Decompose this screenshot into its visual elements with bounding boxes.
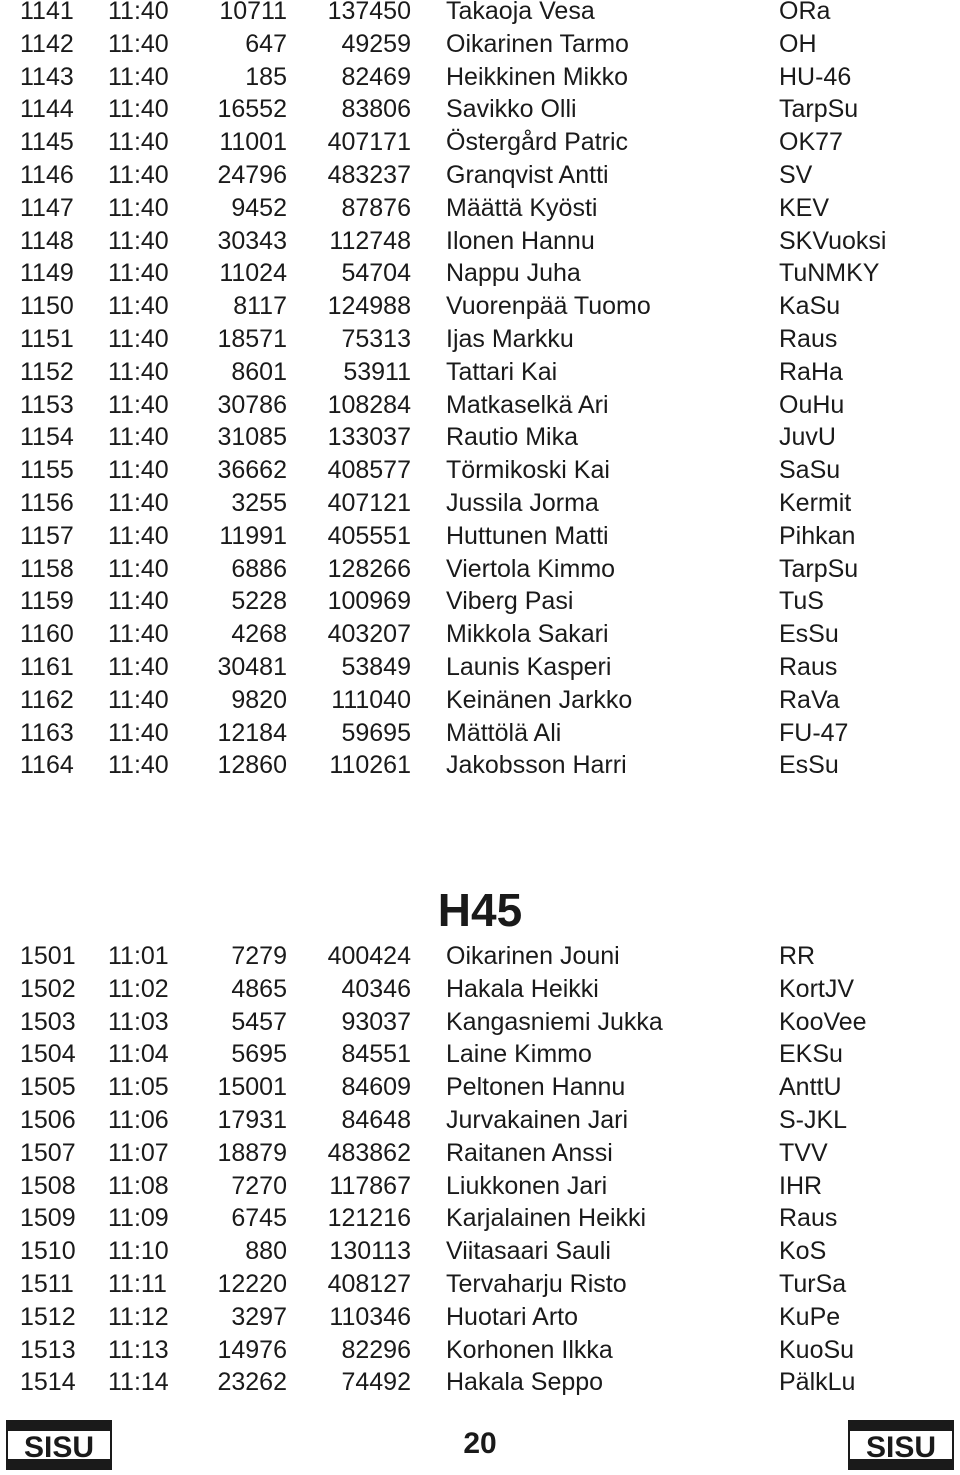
competitor-name: Laine Kimmo (446, 1040, 592, 1069)
table-row (0, 1104, 960, 1137)
id-number: 4268 (231, 620, 287, 649)
start-number: 1142 (20, 29, 74, 58)
competitor-name: Viitasaari Sauli (446, 1237, 611, 1266)
start-number: 1503 (20, 1007, 76, 1036)
start-number: 1159 (20, 587, 74, 616)
start-time: 11:40 (108, 718, 169, 747)
licence-number: 40346 (341, 974, 411, 1003)
start-number: 1506 (20, 1105, 76, 1134)
page-number: 20 (463, 1427, 497, 1460)
start-time: 11:40 (108, 751, 169, 780)
competitor-name: Tervaharju Risto (446, 1269, 627, 1298)
licence-number: 137450 (327, 0, 411, 25)
competitor-name: Matkaselkä Ari (446, 390, 609, 419)
club-name: SV (779, 160, 813, 189)
start-time: 11:40 (108, 292, 169, 321)
start-time: 11:40 (108, 29, 169, 58)
table-row (0, 520, 960, 553)
start-number: 1156 (20, 488, 74, 517)
start-list-h45 (0, 940, 960, 1399)
competitor-name: Granqvist Antti (446, 160, 609, 189)
id-number: 18571 (217, 324, 287, 353)
sisu-logo-text: SISU (865, 1431, 937, 1464)
club-name: RR (779, 942, 816, 970)
table-row (0, 585, 960, 618)
licence-number: 82469 (341, 62, 411, 91)
id-number: 12220 (217, 1269, 287, 1298)
start-time: 11:40 (108, 62, 169, 91)
licence-number: 74492 (341, 1368, 411, 1397)
club-name: RaVa (779, 685, 840, 714)
licence-number: 128266 (327, 554, 411, 583)
id-number: 10711 (219, 0, 287, 25)
table-row (0, 61, 960, 94)
competitor-name: Karjalainen Heikki (446, 1204, 647, 1233)
id-number: 30343 (217, 226, 287, 255)
start-time: 11:11 (108, 1269, 167, 1298)
licence-number: 110346 (329, 1302, 411, 1331)
start-time: 11:40 (108, 652, 169, 681)
competitor-name: Heikkinen Mikko (446, 62, 629, 91)
start-number: 1154 (20, 423, 74, 452)
id-number: 11001 (219, 128, 287, 157)
start-time: 11:10 (108, 1237, 169, 1266)
start-time: 11:12 (108, 1302, 169, 1331)
competitor-name: Takaoja Vesa (446, 0, 595, 25)
start-number: 1144 (20, 95, 74, 124)
start-time: 11:08 (108, 1171, 169, 1200)
id-number: 9820 (231, 685, 287, 714)
table-row (0, 356, 960, 389)
club-name: FU-47 (779, 718, 849, 747)
table-row (0, 1006, 960, 1039)
id-number: 30786 (217, 390, 287, 419)
start-time: 11:07 (108, 1138, 169, 1167)
table-row (0, 389, 960, 422)
club-name: KuPe (779, 1302, 841, 1331)
start-time: 11:40 (108, 226, 169, 255)
licence-number: 483862 (327, 1138, 411, 1167)
table-row (0, 618, 960, 651)
club-name: EKSu (779, 1040, 843, 1069)
id-number: 23262 (217, 1368, 287, 1397)
licence-number: 84648 (341, 1105, 411, 1134)
club-name: KortJV (779, 974, 855, 1003)
start-time: 11:40 (108, 0, 169, 25)
start-number: 1505 (20, 1073, 76, 1102)
club-name: Raus (779, 324, 838, 353)
table-row (0, 487, 960, 520)
start-number: 1160 (20, 620, 74, 649)
id-number: 5695 (231, 1040, 287, 1069)
table-row (0, 192, 960, 225)
club-name: HU-46 (779, 62, 852, 91)
licence-number: 54704 (341, 259, 411, 288)
licence-number: 83806 (341, 95, 411, 124)
table-row (0, 1268, 960, 1301)
competitor-name: Savikko Olli (446, 95, 577, 124)
licence-number: 408577 (327, 456, 411, 485)
start-number: 1507 (20, 1138, 76, 1167)
club-name: TarpSu (779, 95, 859, 124)
competitor-name: Jurvakainen Jari (446, 1105, 629, 1134)
start-number: 1146 (20, 160, 74, 189)
start-number: 1508 (20, 1171, 76, 1200)
table-row (0, 225, 960, 258)
table-row (0, 257, 960, 290)
licence-number: 405551 (327, 521, 411, 550)
competitor-name: Viertola Kimmo (446, 554, 616, 583)
start-time: 11:04 (108, 1040, 169, 1069)
licence-number: 53849 (341, 652, 411, 681)
competitor-name: Oikarinen Jouni (446, 942, 620, 970)
id-number: 11024 (219, 259, 287, 288)
licence-number: 93037 (341, 1007, 411, 1036)
id-number: 5228 (231, 587, 287, 616)
start-time: 11:02 (108, 974, 169, 1003)
table-row (0, 1170, 960, 1203)
id-number: 7270 (231, 1171, 287, 1200)
start-number: 1164 (20, 751, 74, 780)
licence-number: 407171 (327, 128, 411, 157)
club-name: ORa (779, 0, 831, 25)
licence-number: 400424 (327, 942, 411, 970)
start-time: 11:09 (108, 1204, 169, 1233)
start-time: 11:40 (108, 324, 169, 353)
competitor-name: Huttunen Matti (446, 521, 609, 550)
table-row (0, 1301, 960, 1334)
id-number: 11991 (219, 521, 287, 550)
competitor-name: Hakala Heikki (446, 974, 599, 1003)
start-time: 11:40 (108, 685, 169, 714)
start-number: 1162 (20, 685, 74, 714)
club-name: SaSu (779, 456, 841, 485)
table-row (0, 1235, 960, 1268)
competitor-name: Ijas Markku (446, 324, 574, 353)
id-number: 30481 (217, 652, 287, 681)
table-row (0, 749, 960, 782)
start-time: 11:40 (108, 128, 169, 157)
table-row (0, 940, 960, 973)
club-name: OuHu (779, 390, 845, 419)
licence-number: 82296 (341, 1335, 411, 1364)
table-row (0, 553, 960, 586)
table-row (0, 126, 960, 159)
start-number: 1155 (20, 456, 74, 485)
competitor-name: Määttä Kyösti (446, 193, 598, 222)
competitor-name: Rautio Mika (446, 423, 578, 452)
competitor-name: Jakobsson Harri (446, 751, 627, 780)
start-time: 11:40 (108, 259, 169, 288)
licence-number: 133037 (327, 423, 411, 452)
licence-number: 121216 (327, 1204, 411, 1233)
start-time: 11:01 (108, 942, 169, 970)
id-number: 5457 (231, 1007, 287, 1036)
licence-number: 407121 (327, 488, 411, 517)
club-name: JuvU (779, 423, 836, 452)
start-number: 1510 (20, 1237, 76, 1266)
club-name: TurSa (779, 1269, 847, 1298)
club-name: TVV (779, 1138, 828, 1167)
competitor-name: Vuorenpää Tuomo (446, 292, 651, 321)
id-number: 24796 (217, 160, 287, 189)
id-number: 8601 (231, 357, 287, 386)
start-time: 11:40 (108, 390, 169, 419)
start-time: 11:14 (108, 1368, 169, 1397)
start-number: 1502 (20, 974, 76, 1003)
start-number: 1158 (20, 554, 74, 583)
licence-number: 117867 (329, 1171, 411, 1200)
licence-number: 111040 (331, 685, 411, 714)
start-time: 11:40 (108, 193, 169, 222)
club-name: KaSu (779, 292, 841, 321)
id-number: 6745 (231, 1204, 287, 1233)
competitor-name: Jussila Jorma (446, 488, 599, 517)
start-time: 11:40 (108, 488, 169, 517)
club-name: KoS (779, 1237, 827, 1266)
table-row (0, 454, 960, 487)
start-number: 1161 (20, 652, 74, 681)
start-number: 1141 (20, 0, 74, 25)
table-row (0, 651, 960, 684)
id-number: 880 (245, 1237, 287, 1266)
club-name: RaHa (779, 357, 843, 386)
club-name: OK77 (779, 128, 843, 157)
table-row (0, 323, 960, 356)
start-number: 1149 (20, 259, 74, 288)
start-number: 1147 (20, 193, 74, 222)
licence-number: 112748 (329, 226, 411, 255)
id-number: 7279 (231, 942, 287, 970)
licence-number: 124988 (327, 292, 411, 321)
competitor-name: Mikkola Sakari (446, 620, 609, 649)
start-time: 11:40 (108, 521, 169, 550)
club-name: Raus (779, 1204, 838, 1233)
id-number: 14976 (217, 1335, 287, 1364)
start-number: 1143 (20, 62, 74, 91)
start-number: 1511 (20, 1269, 74, 1298)
competitor-name: Nappu Juha (446, 259, 581, 288)
club-name: TuS (779, 587, 824, 616)
id-number: 18879 (217, 1138, 287, 1167)
start-number: 1514 (20, 1368, 76, 1397)
sisu-logo-right (848, 1420, 954, 1470)
competitor-name: Keinänen Jarkko (446, 685, 633, 714)
start-time: 11:40 (108, 587, 169, 616)
table-row (0, 1071, 960, 1104)
licence-number: 100969 (327, 587, 411, 616)
competitor-name: Ilonen Hannu (446, 226, 595, 255)
table-row (0, 1202, 960, 1235)
licence-number: 53911 (343, 357, 411, 386)
competitor-name: Tattari Kai (446, 357, 558, 386)
table-row (0, 973, 960, 1006)
start-time: 11:03 (108, 1007, 169, 1036)
competitor-name: Korhonen Ilkka (446, 1335, 613, 1364)
id-number: 12184 (217, 718, 287, 747)
competitor-name: Mättölä Ali (446, 718, 562, 747)
club-name: AnttU (779, 1073, 842, 1102)
start-time: 11:40 (108, 95, 169, 124)
competitor-name: Huotari Arto (446, 1302, 579, 1331)
start-time: 11:05 (108, 1073, 169, 1102)
table-row (0, 28, 960, 61)
start-time: 11:40 (108, 423, 169, 452)
id-number: 8117 (233, 292, 287, 321)
start-number: 1504 (20, 1040, 76, 1069)
start-number: 1148 (20, 226, 74, 255)
licence-number: 87876 (341, 193, 411, 222)
club-name: SKVuoksi (779, 226, 887, 255)
start-time: 11:40 (108, 620, 169, 649)
table-row (0, 684, 960, 717)
club-name: Kermit (779, 488, 852, 517)
table-row (0, 1038, 960, 1071)
table-row (0, 717, 960, 750)
licence-number: 84551 (341, 1040, 411, 1069)
table-row (0, 93, 960, 126)
licence-number: 84609 (341, 1073, 411, 1102)
id-number: 647 (245, 29, 287, 58)
id-number: 185 (245, 62, 287, 91)
licence-number: 408127 (327, 1269, 411, 1298)
club-name: EsSu (779, 620, 839, 649)
club-name: TuNMKY (779, 259, 880, 288)
id-number: 17931 (217, 1105, 287, 1134)
table-row (0, 1366, 960, 1399)
club-name: KooVee (779, 1007, 867, 1036)
competitor-name: Kangasniemi Jukka (446, 1007, 663, 1036)
id-number: 31085 (217, 423, 287, 452)
competitor-name: Törmikoski Kai (446, 456, 610, 485)
start-time: 11:40 (108, 160, 169, 189)
start-time: 11:06 (108, 1105, 169, 1134)
table-row (0, 290, 960, 323)
section-title-h45: H45 (437, 884, 523, 936)
licence-number: 483237 (327, 160, 411, 189)
licence-number: 108284 (327, 390, 411, 419)
start-time: 11:40 (108, 456, 169, 485)
id-number: 6886 (231, 554, 287, 583)
licence-number: 130113 (329, 1237, 411, 1266)
id-number: 3297 (231, 1302, 287, 1331)
competitor-name: Peltonen Hannu (446, 1073, 626, 1102)
table-row (0, 159, 960, 192)
start-number: 1513 (20, 1335, 76, 1364)
licence-number: 49259 (341, 29, 411, 58)
start-number: 1150 (20, 292, 74, 321)
competitor-name: Viberg Pasi (446, 587, 574, 616)
competitor-name: Oikarinen Tarmo (446, 29, 629, 58)
licence-number: 59695 (341, 718, 411, 747)
licence-number: 403207 (327, 620, 411, 649)
table-row (0, 1137, 960, 1170)
club-name: Pihkan (779, 521, 856, 550)
table-row (0, 421, 960, 454)
id-number: 3255 (231, 488, 287, 517)
id-number: 4865 (231, 974, 287, 1003)
sisu-logo-text: SISU (23, 1431, 95, 1464)
start-number: 1151 (20, 324, 74, 353)
start-number: 1501 (20, 942, 76, 970)
start-time: 11:40 (108, 554, 169, 583)
licence-number: 75313 (341, 324, 411, 353)
start-number: 1512 (20, 1302, 76, 1331)
id-number: 36662 (217, 456, 287, 485)
table-row (0, 0, 960, 28)
club-name: OH (779, 29, 817, 58)
club-name: S-JKL (779, 1105, 848, 1134)
club-name: PälkLu (779, 1368, 856, 1397)
id-number: 9452 (231, 193, 287, 222)
competitor-name: Hakala Seppo (446, 1368, 604, 1397)
start-time: 11:40 (108, 357, 169, 386)
start-number: 1152 (20, 357, 74, 386)
table-row (0, 1334, 960, 1367)
start-number: 1157 (20, 521, 74, 550)
id-number: 15001 (217, 1073, 287, 1102)
competitor-name: Östergård Patric (446, 128, 629, 157)
club-name: KEV (779, 193, 830, 222)
club-name: Raus (779, 652, 838, 681)
id-number: 16552 (217, 95, 287, 124)
id-number: 12860 (217, 751, 287, 780)
start-number: 1153 (20, 390, 74, 419)
competitor-name: Liukkonen Jari (446, 1171, 608, 1200)
start-number: 1509 (20, 1204, 76, 1233)
start-number: 1145 (20, 128, 74, 157)
competitor-name: Launis Kasperi (446, 652, 612, 681)
club-name: TarpSu (779, 554, 859, 583)
competitor-name: Raitanen Anssi (446, 1138, 613, 1167)
licence-number: 110261 (329, 751, 411, 780)
start-time: 11:13 (108, 1335, 169, 1364)
start-number: 1163 (20, 718, 74, 747)
club-name: EsSu (779, 751, 839, 780)
club-name: KuoSu (779, 1335, 855, 1364)
club-name: IHR (779, 1171, 823, 1200)
